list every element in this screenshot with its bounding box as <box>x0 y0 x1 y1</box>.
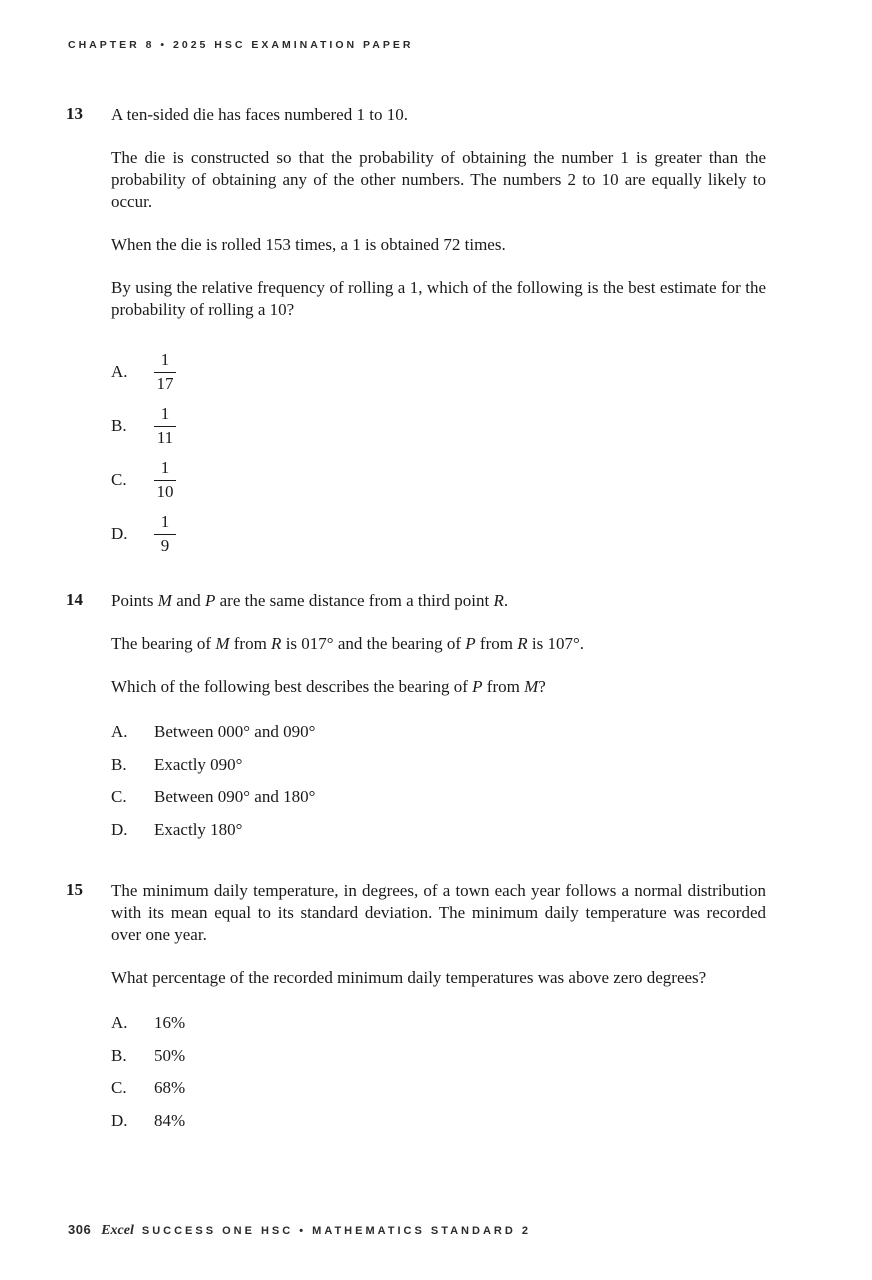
option-text: 50% <box>154 1045 186 1065</box>
option-a[interactable] <box>111 345 766 399</box>
question-text: The die is constructed so that the probability of obtaining the number 1 is greater than the probability of obtaining any of the other numbers. The numbers 2 to 10 are equally likely to occur. <box>111 148 766 211</box>
option-letter: A. <box>111 362 128 381</box>
option-c[interactable] <box>111 781 766 814</box>
question-text: The minimum daily temperature, in degrees, of a town each year follows a normal distribution with its mean equal to its standard deviation. The minimum daily temperature was recorded over one year. <box>111 881 766 944</box>
option-a[interactable] <box>111 716 766 749</box>
denominator: 17 <box>156 374 174 393</box>
question-text: When the die is rolled 153 times, a 1 is obtained 72 times. <box>111 235 506 254</box>
option-c[interactable] <box>111 453 766 507</box>
option-text: 84% <box>154 1110 186 1130</box>
option-b[interactable] <box>111 1040 766 1073</box>
question-number: 14 <box>66 590 83 609</box>
question-number: 15 <box>66 880 83 899</box>
question-text: The bearing of M from R is 017° and the bearing of P from R is 107°. <box>111 634 584 653</box>
question-text: Points M and P are the same distance from a third point R. <box>111 591 509 610</box>
question-number: 13 <box>66 104 83 123</box>
option-letter: D. <box>111 1110 128 1130</box>
question-text: Which of the following best describes the bearing of P from M? <box>111 677 546 696</box>
option-letter: C. <box>111 470 127 489</box>
option-text: Exactly 090° <box>154 754 243 774</box>
option-a[interactable] <box>111 1007 766 1040</box>
option-c[interactable] <box>111 1072 766 1105</box>
option-letter: C. <box>111 1078 127 1098</box>
option-text: 68% <box>154 1078 186 1098</box>
question-14 <box>66 590 766 846</box>
brand-name: Excel <box>101 1223 134 1238</box>
option-letter: A. <box>111 722 128 742</box>
denominator: 9 <box>160 536 170 555</box>
question-text: By using the relative frequency of rolling a 1, which of the following is the best estimate for the probability of rolling a 10? <box>111 278 766 319</box>
running-footer <box>68 1222 531 1239</box>
series-title: SUCCESS ONE HSC • MATHEMATICS STANDARD 2 <box>141 1225 531 1237</box>
option-d[interactable] <box>111 1105 766 1138</box>
question-13 <box>66 104 766 561</box>
question-text: A ten-sided die has faces numbered 1 to 10. <box>111 105 408 124</box>
option-d[interactable] <box>111 814 766 847</box>
numerator: 1 <box>160 404 170 423</box>
denominator: 10 <box>156 482 174 501</box>
numerator: 1 <box>160 458 170 477</box>
numerator: 1 <box>160 512 170 531</box>
option-letter: A. <box>111 1013 128 1033</box>
fraction <box>154 458 176 502</box>
option-letter: B. <box>111 754 127 774</box>
question-15 <box>66 880 766 1137</box>
option-text: Between 000° and 090° <box>154 722 316 742</box>
page-number: 306 <box>68 1222 92 1237</box>
running-header: CHAPTER 8 • 2025 HSC EXAMINATION PAPER <box>68 39 414 51</box>
fraction <box>154 404 176 448</box>
option-text: Exactly 180° <box>154 819 243 839</box>
option-b[interactable] <box>111 749 766 782</box>
fraction <box>154 512 176 556</box>
option-letter: D. <box>111 524 128 543</box>
denominator: 11 <box>156 428 174 447</box>
option-text: Between 090° and 180° <box>154 787 316 807</box>
option-letter: D. <box>111 819 128 839</box>
fraction <box>154 350 176 394</box>
question-text: What percentage of the recorded minimum daily temperatures was above zero degrees? <box>111 968 707 987</box>
option-letter: B. <box>111 416 127 435</box>
option-letter: C. <box>111 787 127 807</box>
option-b[interactable] <box>111 399 766 453</box>
option-text: 16% <box>154 1013 186 1033</box>
option-d[interactable] <box>111 507 766 561</box>
option-letter: B. <box>111 1045 127 1065</box>
numerator: 1 <box>160 350 170 369</box>
